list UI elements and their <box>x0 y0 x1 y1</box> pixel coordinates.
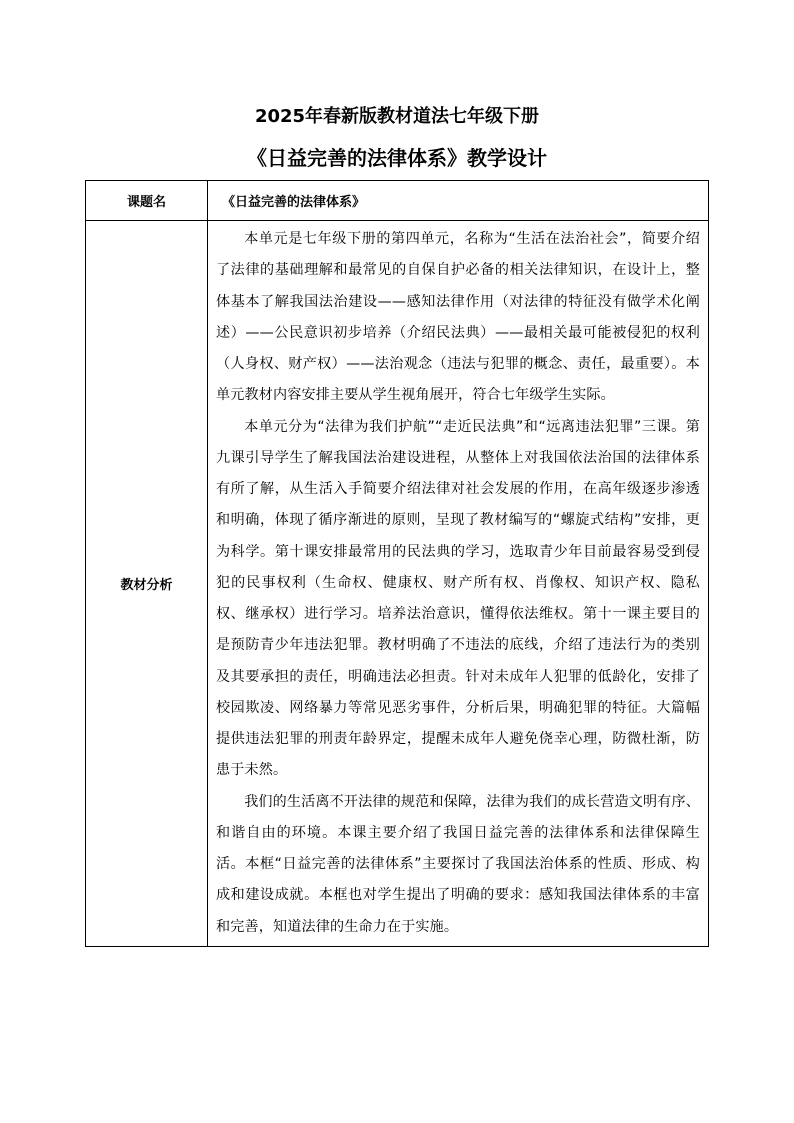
document-title: 2025年春新版教材道法七年级下册 <box>254 106 540 127</box>
table-row <box>86 221 709 947</box>
paragraph: 本单元分为“法律为我们护航”“走近民法典”和“远离违法犯罪”三课。第九课引导学生了解我国法治建设进程，从整体上对我国依法治国的法律体系有所了解，从生活入手简要介绍法律对社会发展的作用，在高年级逐步渗透和明确，体现了循序渐进的原则，呈现了教材编写的“螺旋式结构”安排，更为科学。第十课安排最常用的民法典的学习，选取青少年目前最容易受到侵犯的民事权利（生命权、健康权、财产所有权、肖像权、知识产权、隐私权、继承权）进行学习。培养法治意识，懂得依法维权。第十一课主要目的是预防青少年违法犯罪。教材明确了不违法的底线，介绍了违法行为的类别及其要承担的责任，明确违法必担责。针对未成年人犯罪的低龄化，安排了校园欺凌、网络暴力等常见恶劣事件，分析后果，明确犯罪的特征。大篇幅提供违法犯罪的刑责年龄界定，提醒未成年人避免侥幸心理，防微杜渐，防患于未然。 <box>216 418 700 779</box>
lesson-design-table <box>85 180 709 947</box>
row-label-topic: 课题名 <box>86 181 208 221</box>
table-row <box>86 181 709 221</box>
topic-value: 《日益完善的法律体系》 <box>208 181 709 221</box>
paragraph: 我们的生活离不开法律的规范和保障，法律为我们的成长营造文明有序、和谐自由的环境。本课主要介绍了我国日益完善的法律体系和法律保障生活。本框“日益完善的法律体系”主要探讨了我国法治体系的性质、形成、构成和建设成就。本框也对学生提出了明确的要求：感知我国法律体系的丰富和完善，知道法律的生命力在于实施。 <box>216 793 700 935</box>
row-label-material-analysis: 教材分析 <box>86 221 208 947</box>
material-analysis-content <box>208 221 709 947</box>
document-subtitle: 《日益完善的法律体系》教学设计 <box>247 146 547 170</box>
paragraph: 本单元是七年级下册的第四单元，名称为“生活在法治社会”，简要介绍了法律的基础理解和最常见的自保自护必备的相关法律知识，在设计上，整体基本了解我国法治建设——感知法律作用（对法律的特征没有做学术化阐述）——公民意识初步培养（介绍民法典）——最相关最可能被侵犯的权利（人身权、财产权）——法治观念（违法与犯罪的概念、责任，最重要）。本单元教材内容安排主要从学生视角展开，符合七年级学生实际。 <box>216 231 700 404</box>
